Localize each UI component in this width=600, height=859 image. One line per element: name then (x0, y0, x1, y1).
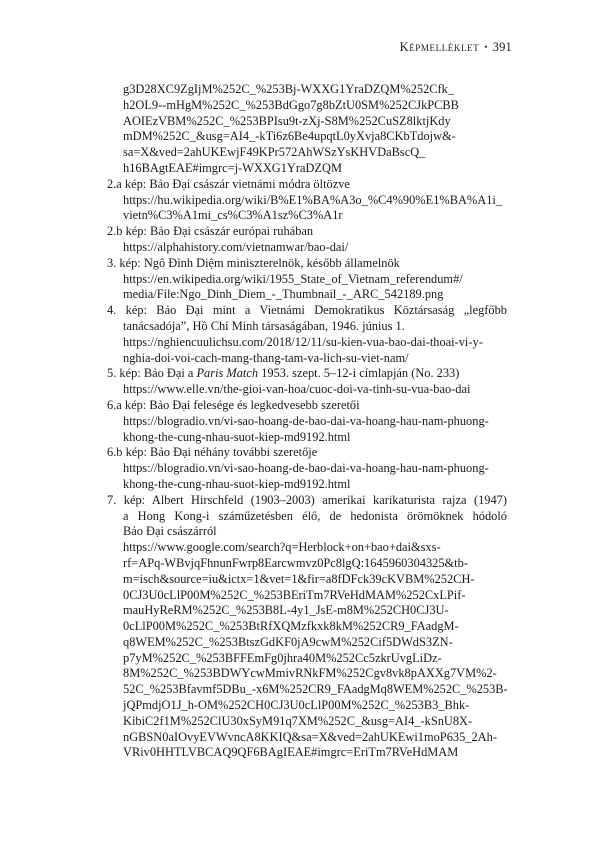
entry-label-start: 5. kép: Bảo Đại a (107, 366, 197, 381)
url-line: p7yM%252C_%253BFFEmFg0jhra40M%252Cc5zkrUvgLiDz- (123, 650, 442, 665)
entry-6b (107, 445, 507, 492)
url-line: vietn%C3%A1mi_cs%C3%A1sz%C3%A1r (123, 208, 343, 223)
magazine-title: Paris Match (196, 366, 259, 381)
entry-label: 7. kép: Albert Hirschfeld (1903–2003) amerikai karikaturista rajza (1947) (107, 492, 507, 507)
url-line: https://alphahistory.com/vietnamwar/bao-dai/ (123, 239, 349, 254)
url-line: 0CJ3U0cLlP00M%252C_%253BEriTm7RVeHdMAM%252CxLPif- (123, 587, 466, 602)
header-separator: • (484, 42, 488, 52)
entry-label-continued: Bảo Đại császárról (123, 524, 217, 539)
url-line: m=isch&source=iu&ictx=1&vet=1&fir=a8fDFck39cKVBM%252CH- (123, 571, 475, 586)
url-line: 52C_%253Bfavmf5DBu_-x6M%252CR9_FAadgMq8WEM%252C_%253B- (123, 682, 508, 697)
entry-4 (107, 303, 507, 366)
entry-label-continued: a Hong Kong-i száműzetésben élő, de hedonista örömöknek hódoló (123, 508, 507, 523)
entry-label: 2.b kép: Bảo Đại császár európai ruhában (107, 224, 314, 239)
image-credits-list (107, 82, 507, 761)
url-line: jQPmdjO1J_h-OM%252CH0CJ3U0cLlP00M%252C_%253B3_Bhk- (123, 698, 470, 713)
url-line: https://blogradio.vn/vi-sao-hoang-de-bao-dai-va-hoang-hau-nam-phuong- (123, 461, 489, 476)
url-line: nghia-doi-voi-cach-mang-thang-tam-va-lich-su-viet-nam/ (123, 350, 409, 365)
entry-label-continued: tanácsadója”, Hồ Chí Minh társaságában, 1946. június 1. (123, 318, 405, 333)
url-line: khong-the-cung-nhau-suot-kiep-md9192.html (123, 476, 351, 491)
entry-2b (107, 224, 507, 256)
url-line: https://www.google.com/search?q=Herblock+on+bao+dai&sxs- (123, 540, 441, 555)
url-line: KibiC2f1M%252ClU30xSyM91q7XM%252C_&usg=AI4_-kSnU8X- (123, 713, 473, 728)
url-line: https://blogradio.vn/vi-sao-hoang-de-bao-dai-va-hoang-hau-nam-phuong- (123, 413, 489, 428)
url-line: 8M%252C_%253BDWYcwMmivRNkFM%252Cgv8vk8pAXXg7VM%2- (123, 666, 497, 681)
entry-label-end: 1953. szept. 5–12-i címlapján (No. 233) (258, 366, 460, 381)
url-line: h2OL9--mHgM%252C_%253BdGgo7g8bZtU0SM%252CJkPCBB (123, 97, 459, 112)
entry-5 (107, 366, 507, 398)
url-line: g3D28XC9ZgIjM%252C_%253Bj-WXXG1YraDZQM%252Cfk_ (123, 82, 455, 96)
url-line: sa=X&ved=2ahUKEwjF49KPr572AhWSzYsKHVDaBscQ_ (123, 145, 426, 160)
entry-6a (107, 398, 507, 445)
entry-3 (107, 256, 507, 303)
section-title: Képmelléklet (399, 40, 480, 54)
url-line: h16BAgtEAE#imgrc=j-WXXG1YraDZQM (123, 160, 342, 175)
entry-label: 2.a kép: Bảo Đại császár vietnámi módra öltözve (107, 176, 350, 191)
entry-label: 3. kép: Ngô Đình Diệm miniszterelnök, később államelnök (107, 255, 400, 270)
url-line: mauHyReRM%252C_%253B8L-4y1_JsE-m8M%252CH0CJ3U- (123, 603, 449, 618)
entry-2a (107, 177, 507, 224)
entry-label: 4. kép: Bảo Đại mint a Vietnámi Demokratikus Köztársaság „legfőbb (107, 303, 507, 318)
url-line: 0cLlP00M%252C_%253BtRfXQMzfkxk8kM%252CR9_FAadgM- (123, 619, 459, 634)
url-line: mDM%252C_&usg=AI4_-kTi6z6Be4upqtL0yXvja8CKbTdojw&- (123, 129, 456, 144)
url-line: AOIEzVBM%252C_%253BPIsu9t-zXj-S8M%252CuSZ8lktjKdy (123, 113, 451, 128)
url-line: khong-the-cung-nhau-suot-kiep-md9192.html (123, 429, 351, 444)
url-line: VRiv0HHTLVBCAQ9QF6BAgIEAE#imgrc=EriTm7RVeHdMAM (123, 745, 459, 760)
url-line: https://hu.wikipedia.org/wiki/B%E1%BA%A3o_%C4%90%E1%BA%A1i_ (123, 192, 503, 207)
url-line: media/File:Ngo_Dinh_Diem_-_Thumbnail_-_ARC_542189.png (123, 287, 444, 302)
entry-label: 6.a kép: Bảo Đại felesége és legkedvesebb szeretői (107, 397, 360, 412)
url-line: https://en.wikipedia.org/wiki/1955_State_of_Vietnam_referendum#/ (123, 271, 463, 286)
url-line: nGBSN0aIOvyEVWvncA8KKIQ&sa=X&ved=2ahUKEwi1moP635_2Ah- (123, 729, 497, 744)
running-header (400, 40, 512, 55)
entry-label: 6.b kép: Bảo Đại néhány további szeretője (107, 445, 318, 460)
url-line: q8WEM%252C_%253BtszGdKF0jA9cwM%252Cif5DWdS3ZN- (123, 634, 453, 649)
url-line: rf=APq-WBvjqFhnunFwrp8Earcwmvz0Pc8lgQ:1645960304325&tb- (123, 555, 468, 570)
entry-label (107, 366, 507, 382)
url-line: https://www.elle.vn/the-gioi-van-hoa/cuoc-doi-va-tinh-su-vua-bao-dai (123, 382, 471, 397)
intro-url-block (107, 82, 507, 177)
page-number: 391 (492, 40, 512, 54)
url-line: https://nghiencuulichsu.com/2018/12/11/su-kien-vua-bao-dai-thoai-vi-y- (123, 334, 483, 349)
entry-7 (107, 493, 507, 762)
